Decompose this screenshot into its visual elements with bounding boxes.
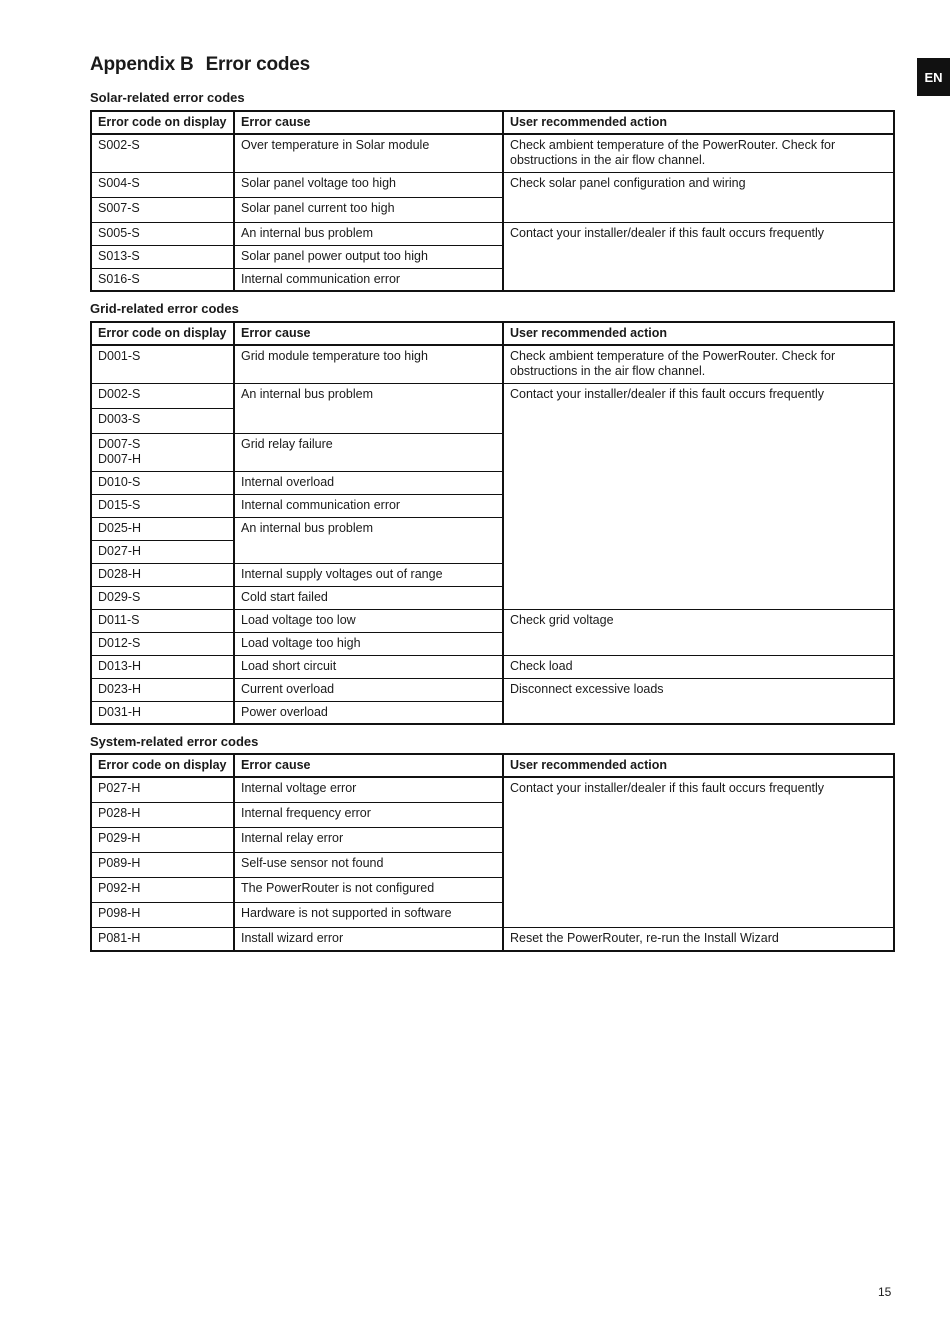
error-code: P089-H [91, 852, 234, 877]
system-error-table [90, 753, 895, 952]
recommended-action: Contact your installer/dealer if this fault occurs frequently [503, 777, 894, 927]
error-code: D027-H [91, 540, 234, 563]
error-cause: Hardware is not supported in software [234, 902, 503, 927]
error-code: D013-H [91, 655, 234, 678]
error-cause: Grid module temperature too high [234, 345, 503, 383]
table-header-row [91, 322, 894, 345]
error-code: S005-S [91, 222, 234, 245]
error-code: S007-S [91, 197, 234, 222]
error-code: D015-S [91, 494, 234, 517]
error-cause: Internal relay error [234, 827, 503, 852]
recommended-action: Check ambient temperature of the PowerRouter. Check for obstructions in the air flow channel. [503, 345, 894, 383]
table-header-row [91, 111, 894, 134]
recommended-action: Reset the PowerRouter, re-run the Install Wizard [503, 927, 894, 951]
error-cause: Internal communication error [234, 494, 503, 517]
error-code: P092-H [91, 877, 234, 902]
header-cause: Error cause [234, 754, 503, 777]
solar-error-table [90, 110, 895, 292]
error-code: P027-H [91, 777, 234, 802]
error-code: S004-S [91, 172, 234, 197]
error-code: S013-S [91, 245, 234, 268]
error-cause: Internal communication error [234, 268, 503, 291]
error-cause: An internal bus problem [234, 383, 503, 433]
error-cause: Internal overload [234, 471, 503, 494]
error-cause: Current overload [234, 678, 503, 701]
error-code: D007-S [98, 436, 141, 451]
error-code: D011-S [91, 609, 234, 632]
page-title [90, 54, 310, 76]
grid-section-heading: Grid-related error codes [90, 301, 239, 316]
error-code: D007-H [98, 451, 142, 466]
error-code: D003-S [91, 408, 234, 433]
table-row [91, 383, 894, 408]
header-code: Error code on display [91, 111, 234, 134]
table-row [91, 777, 894, 802]
table-row [91, 609, 894, 632]
title-appendix: Appendix B [90, 54, 194, 75]
error-cause: Power overload [234, 701, 503, 724]
error-code: P029-H [91, 827, 234, 852]
recommended-action: Contact your installer/dealer if this fault occurs frequently [503, 222, 894, 291]
error-cause: Solar panel power output too high [234, 245, 503, 268]
recommended-action: Disconnect excessive loads [503, 678, 894, 724]
error-cause: An internal bus problem [234, 222, 503, 245]
error-code: D001-S [91, 345, 234, 383]
error-code: D002-S [91, 383, 234, 408]
error-cause: Solar panel voltage too high [234, 172, 503, 197]
header-cause: Error cause [234, 322, 503, 345]
error-code: P081-H [91, 927, 234, 951]
error-code: D023-H [91, 678, 234, 701]
header-action: User recommended action [503, 111, 894, 134]
table-row [91, 655, 894, 678]
table-row [91, 134, 894, 172]
error-cause: Internal supply voltages out of range [234, 563, 503, 586]
page-number: 15 [878, 1285, 892, 1299]
recommended-action: Check grid voltage [503, 609, 894, 655]
header-action: User recommended action [503, 754, 894, 777]
table-header-row [91, 754, 894, 777]
header-code: Error code on display [91, 754, 234, 777]
error-code: S016-S [91, 268, 234, 291]
title-error-codes: Error codes [205, 54, 311, 75]
system-section-heading: System-related error codes [90, 734, 259, 749]
error-cause: Load voltage too low [234, 609, 503, 632]
error-code: D010-S [91, 471, 234, 494]
header-action: User recommended action [503, 322, 894, 345]
error-cause: Internal voltage error [234, 777, 503, 802]
table-row [91, 678, 894, 701]
error-cause: Install wizard error [234, 927, 503, 951]
recommended-action: Check solar panel configuration and wiring [503, 172, 894, 222]
header-code: Error code on display [91, 322, 234, 345]
table-row [91, 927, 894, 951]
error-code: D012-S [91, 632, 234, 655]
error-code: D025-H [91, 517, 234, 540]
error-cause: The PowerRouter is not configured [234, 877, 503, 902]
error-code: P028-H [91, 802, 234, 827]
error-code: S002-S [91, 134, 234, 172]
error-cause: Grid relay failure [234, 433, 503, 471]
language-tab: EN [917, 58, 950, 96]
error-code: P098-H [91, 902, 234, 927]
error-cause: An internal bus problem [234, 517, 503, 563]
error-cause: Load voltage too high [234, 632, 503, 655]
recommended-action: Check load [503, 655, 894, 678]
error-code: D029-S [91, 586, 234, 609]
solar-section-heading: Solar-related error codes [90, 90, 245, 105]
error-code: D031-H [91, 701, 234, 724]
error-code-pair [91, 433, 234, 471]
table-row [91, 172, 894, 197]
error-cause: Over temperature in Solar module [234, 134, 503, 172]
table-row [91, 345, 894, 383]
header-cause: Error cause [234, 111, 503, 134]
recommended-action: Check ambient temperature of the PowerRouter. Check for obstructions in the air flow channel. [503, 134, 894, 172]
table-row [91, 222, 894, 245]
error-cause: Internal frequency error [234, 802, 503, 827]
grid-error-table [90, 321, 895, 725]
error-cause: Self-use sensor not found [234, 852, 503, 877]
error-cause: Load short circuit [234, 655, 503, 678]
error-code: D028-H [91, 563, 234, 586]
error-cause: Cold start failed [234, 586, 503, 609]
error-cause: Solar panel current too high [234, 197, 503, 222]
recommended-action: Contact your installer/dealer if this fault occurs frequently [503, 383, 894, 609]
